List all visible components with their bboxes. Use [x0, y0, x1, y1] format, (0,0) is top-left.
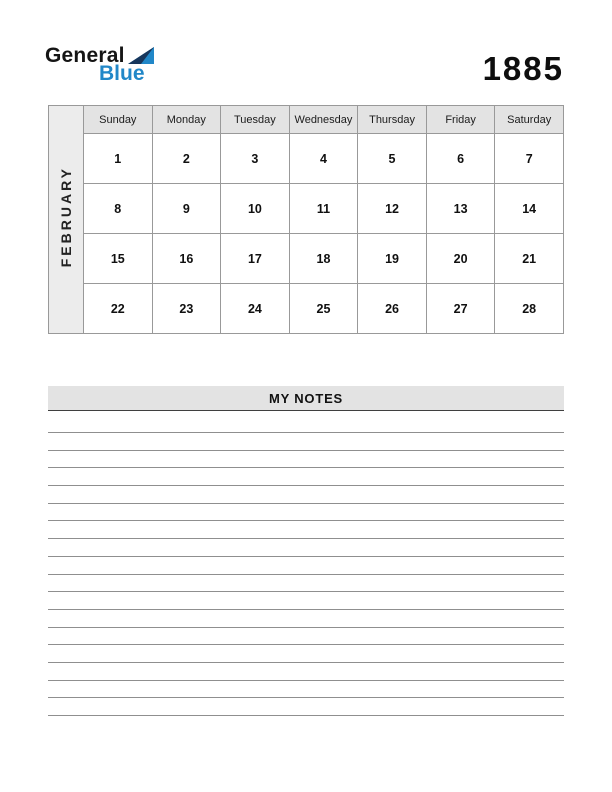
day-header-saturday: Saturday: [495, 106, 564, 134]
month-label: FEBRUARY: [58, 166, 74, 268]
day-cell: 8: [84, 184, 153, 234]
calendar-table: [48, 105, 564, 334]
day-cell: 26: [358, 284, 427, 334]
logo-word-general: General: [45, 44, 125, 67]
day-cell: 3: [221, 134, 290, 184]
week-row: [49, 284, 564, 334]
week-row: [49, 134, 564, 184]
note-line: [48, 663, 564, 681]
day-cell: 18: [289, 234, 358, 284]
day-cell: 23: [152, 284, 221, 334]
year-label: 1885: [482, 50, 564, 87]
day-cell: 13: [426, 184, 495, 234]
note-line: [48, 681, 564, 699]
day-cell: 22: [84, 284, 153, 334]
month-label-cell: [49, 106, 84, 334]
day-cell: 28: [495, 284, 564, 334]
day-header-monday: Monday: [152, 106, 221, 134]
day-cell: 24: [221, 284, 290, 334]
day-cell: 5: [358, 134, 427, 184]
day-header-friday: Friday: [426, 106, 495, 134]
day-cell: 9: [152, 184, 221, 234]
note-line: [48, 592, 564, 610]
note-line: [48, 575, 564, 593]
note-line: [48, 468, 564, 486]
day-cell: 21: [495, 234, 564, 284]
note-line: [48, 610, 564, 628]
day-header-row: [49, 106, 564, 134]
day-cell: 15: [84, 234, 153, 284]
day-cell: 2: [152, 134, 221, 184]
note-line: [48, 539, 564, 557]
day-cell: 12: [358, 184, 427, 234]
note-line: [48, 521, 564, 539]
general-blue-logo: [45, 45, 154, 84]
note-line: [48, 451, 564, 469]
day-header-wednesday: Wednesday: [289, 106, 358, 134]
note-line: [48, 412, 564, 433]
notes-header: [48, 386, 564, 411]
day-cell: 16: [152, 234, 221, 284]
day-cell: 27: [426, 284, 495, 334]
day-cell: 11: [289, 184, 358, 234]
note-line: [48, 557, 564, 575]
note-line: [48, 504, 564, 522]
notes-title: MY NOTES: [268, 390, 344, 406]
day-cell: 10: [221, 184, 290, 234]
day-cell: 17: [221, 234, 290, 284]
day-cell: 25: [289, 284, 358, 334]
day-cell: 4: [289, 134, 358, 184]
note-line: [48, 645, 564, 663]
day-header-thursday: Thursday: [358, 106, 427, 134]
notes-lines: [48, 412, 564, 716]
day-cell: 1: [84, 134, 153, 184]
week-row: [49, 184, 564, 234]
day-cell: 6: [426, 134, 495, 184]
note-line: [48, 486, 564, 504]
day-cell: 14: [495, 184, 564, 234]
note-line: [48, 628, 564, 646]
day-header-sunday: Sunday: [84, 106, 153, 134]
day-cell: 19: [358, 234, 427, 284]
day-cell: 20: [426, 234, 495, 284]
day-cell: 7: [495, 134, 564, 184]
note-line: [48, 433, 564, 451]
day-header-tuesday: Tuesday: [221, 106, 290, 134]
note-line: [48, 698, 564, 716]
week-row: [49, 234, 564, 284]
logo-word-blue: Blue: [99, 62, 145, 85]
